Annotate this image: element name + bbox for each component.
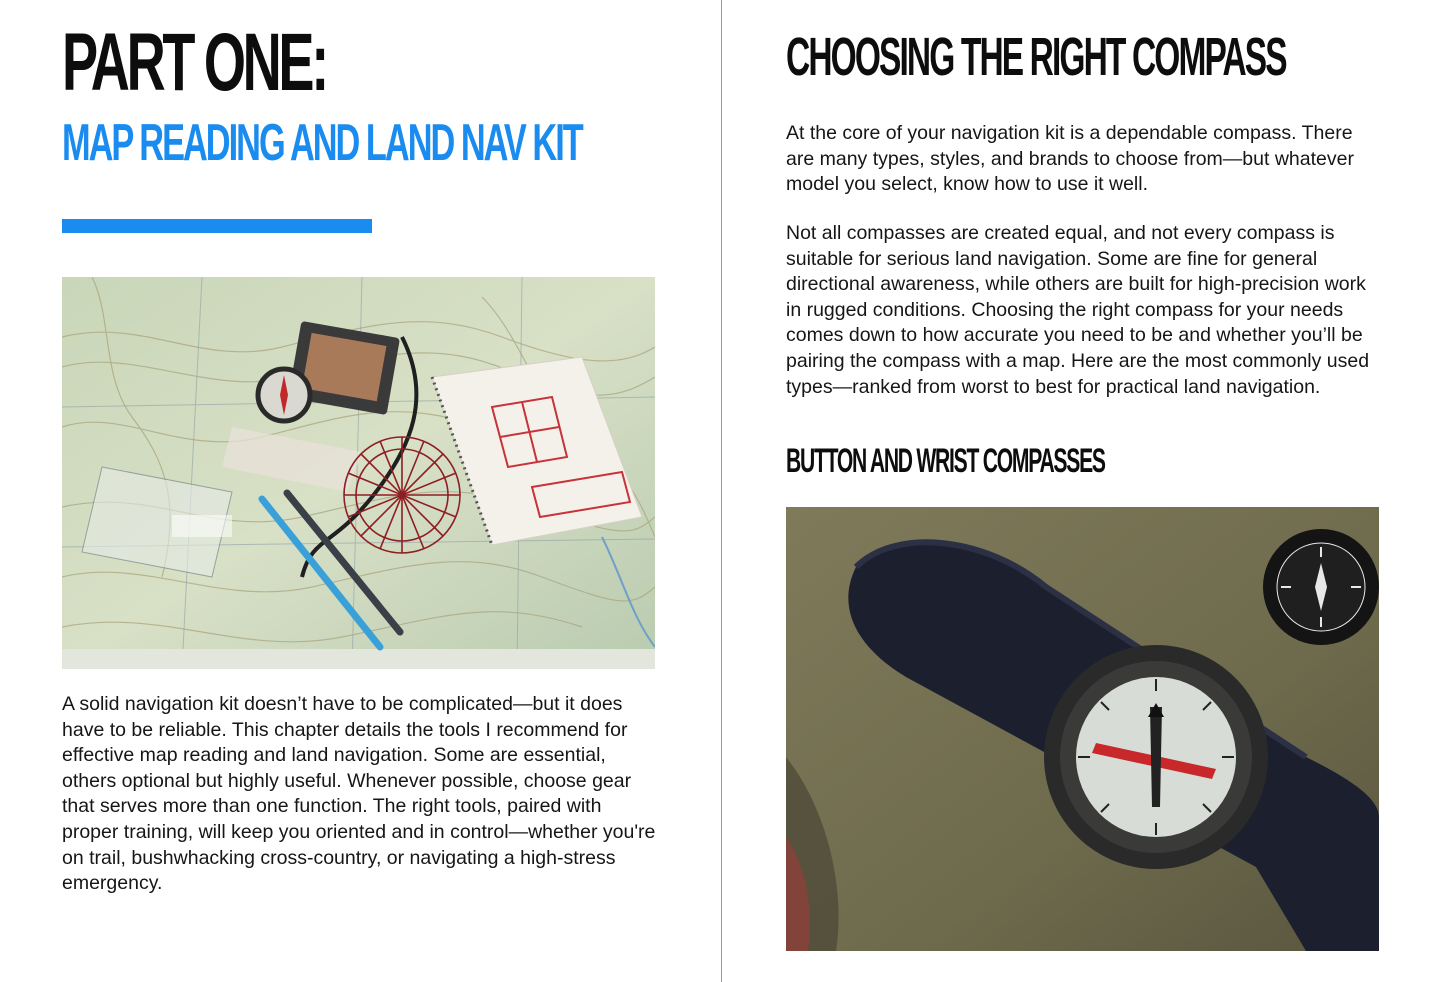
subsection-title: BUTTON AND WRIST COMPASSES <box>786 442 1105 480</box>
wrist-compass-illustration <box>786 507 1379 951</box>
intro-paragraph: A solid navigation kit doesn’t have to be complicated—but it does have to be reliable. This chapter details the tools I recommend for effective map reading and land navigation. Some are essential, others optional but highly useful. Whenever possible, choose gear that serves more than one function. The right tools, paired with proper training, will keep you oriented and in control—whether you're on trail, bushwhacking cross-country, or navigating a high-stress emergency. <box>62 693 656 895</box>
wrist-compass <box>1044 645 1268 869</box>
wrist-compass-photo <box>786 507 1379 951</box>
section-title: CHOOSING THE RIGHT COMPASS <box>786 27 1286 87</box>
map-margin <box>62 649 655 669</box>
button-compass <box>1263 529 1379 645</box>
part-title: PART ONE: <box>62 17 326 108</box>
protractor-drawing <box>344 437 460 553</box>
right-page <box>722 0 1445 982</box>
left-page <box>0 0 721 982</box>
nav-kit-photo <box>62 277 655 669</box>
part-subtitle: MAP READING AND LAND NAV KIT <box>62 114 582 172</box>
accent-bar <box>62 219 372 233</box>
compass-intro-paragraph: At the core of your navigation kit is a dependable compass. There are many types, styles, and brands to choose from—but whatever model you select, know how to use it well. <box>786 122 1354 196</box>
nav-kit-illustration <box>62 277 655 669</box>
compass-types-paragraph: Not all compasses are created equal, and not every compass is suitable for serious land navigation. Some are fine for general directional awareness, while others are built for high-precision work in rugged conditions. Choosing the right compass for your needs comes down to how accurate you need to be and whether you’ll be pairing the compass with a map. Here are the most commonly used types—ranked from worst to best for practical land navigation. <box>786 222 1370 398</box>
